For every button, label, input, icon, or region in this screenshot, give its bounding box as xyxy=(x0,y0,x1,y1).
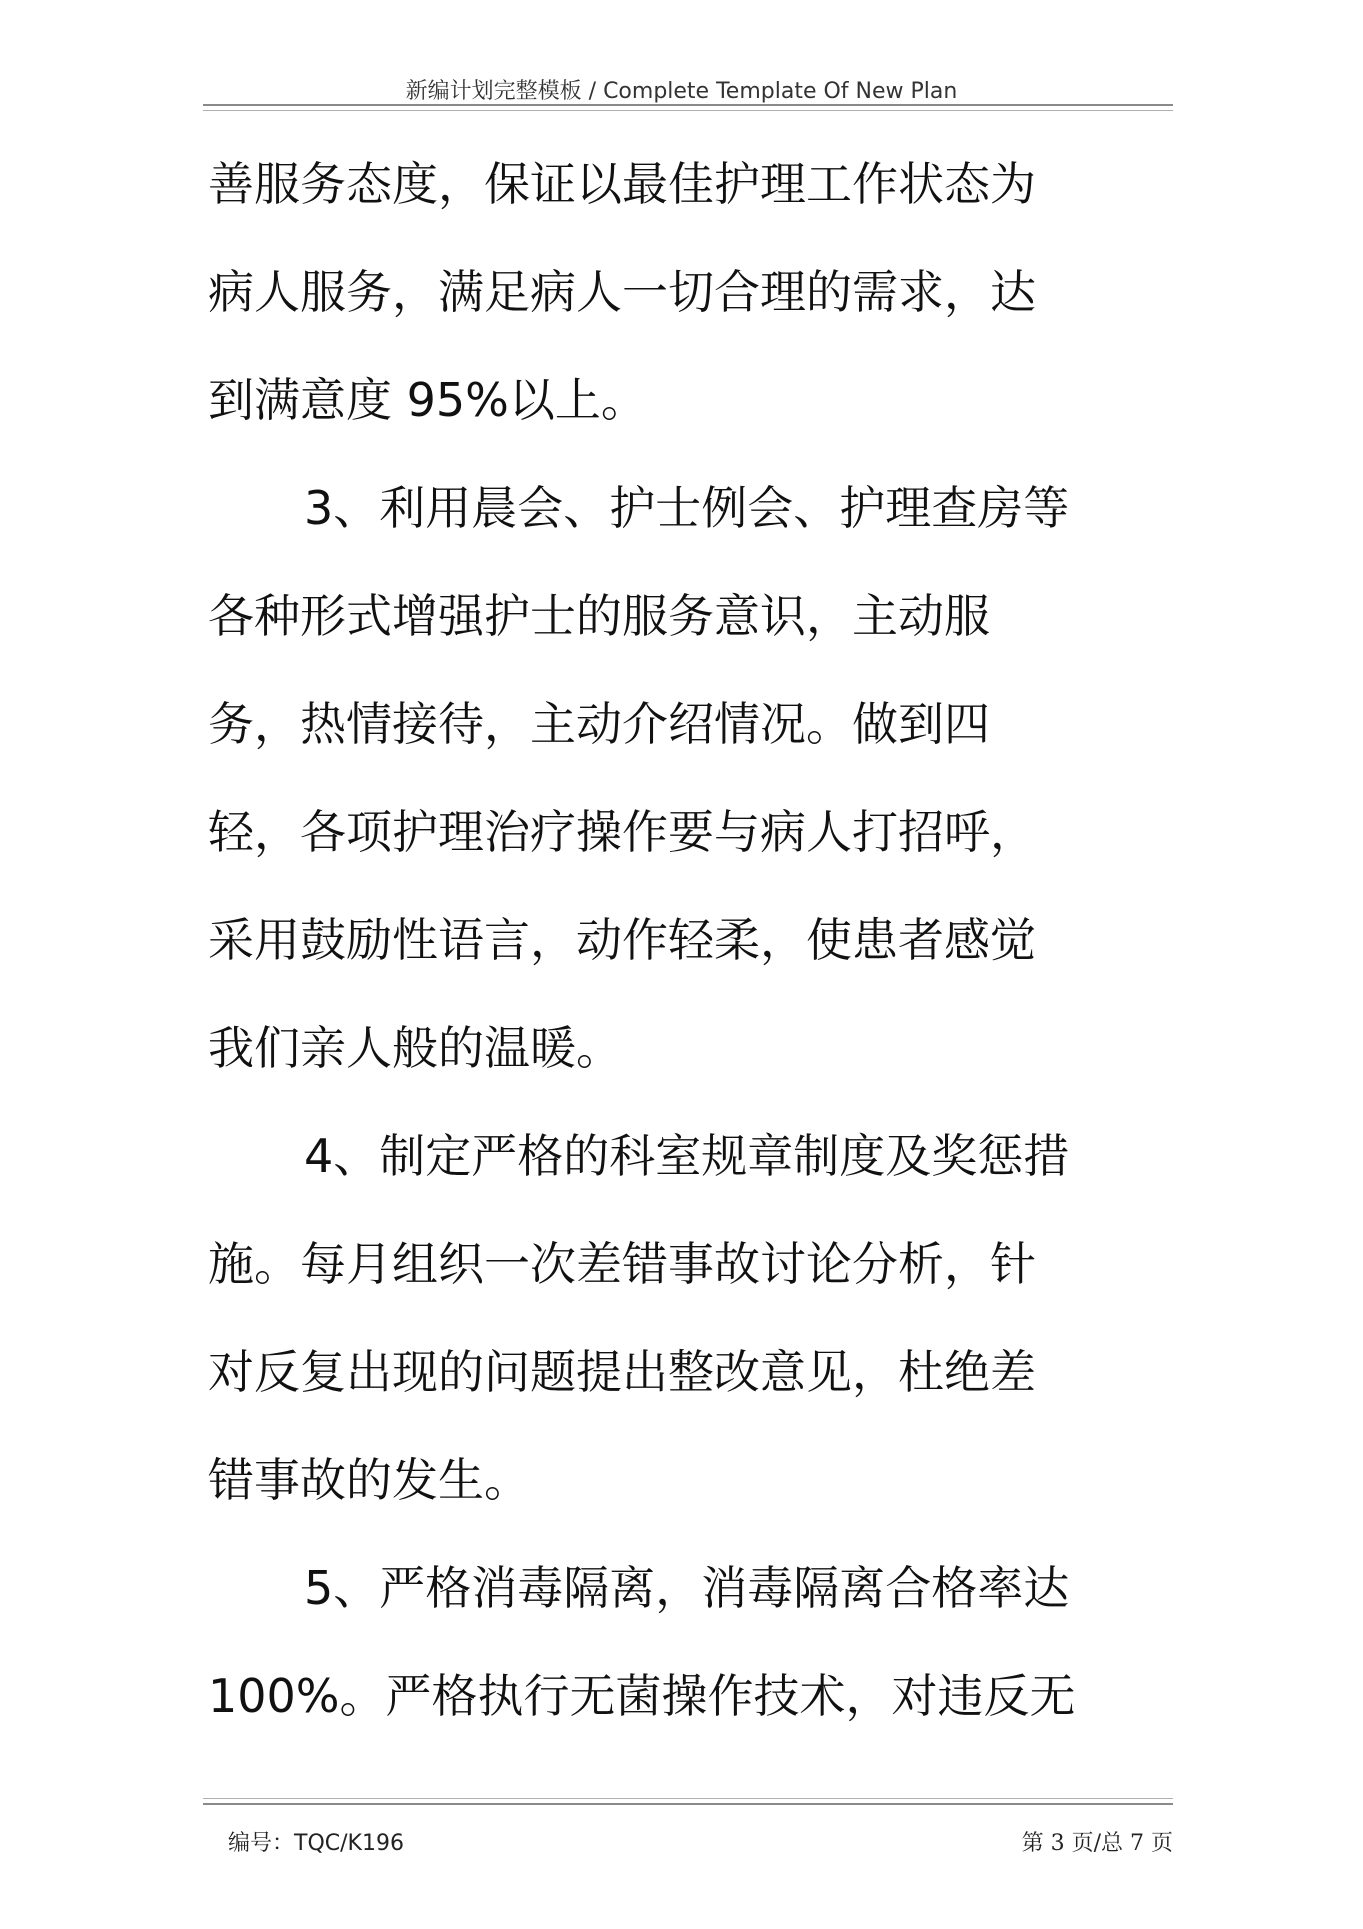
body-line: 5、严格消毒隔离，消毒隔离合格率达 xyxy=(304,1561,1070,1615)
document-body xyxy=(208,130,1168,1750)
body-line: 到满意度 95%以上。 xyxy=(208,373,647,427)
body-line: 我们亲人般的温暖。 xyxy=(208,1021,622,1075)
page-number: 第 3 页/总 7 页 xyxy=(1021,1831,1173,1856)
body-line: 施。每月组织一次差错事故讨论分析，针 xyxy=(208,1237,1036,1291)
body-line: 对反复出现的问题提出整改意见，杜绝差 xyxy=(208,1345,1036,1399)
body-line: 100%。严格执行无菌操作技术，对违反无 xyxy=(208,1669,1076,1723)
body-line: 4、制定严格的科室规章制度及奖惩措 xyxy=(304,1129,1070,1183)
header-rule xyxy=(203,104,1173,106)
body-line: 病人服务，满足病人一切合理的需求，达 xyxy=(208,265,1036,319)
document-code: 编号：TQC/K196 xyxy=(228,1831,404,1856)
body-line: 轻，各项护理治疗操作要与病人打招呼， xyxy=(208,805,1036,859)
body-line: 错事故的发生。 xyxy=(208,1453,530,1507)
body-line: 3、利用晨会、护士例会、护理查房等 xyxy=(304,481,1070,535)
page-header-title: 新编计划完整模板 / Complete Template Of New Plan xyxy=(405,79,958,104)
body-line: 各种形式增强护士的服务意识，主动服 xyxy=(208,589,990,643)
footer-rule xyxy=(203,1803,1173,1805)
body-line: 采用鼓励性语言，动作轻柔，使患者感觉 xyxy=(208,913,1036,967)
header-rule-thin xyxy=(203,110,1173,111)
body-line: 善服务态度，保证以最佳护理工作状态为 xyxy=(208,157,1036,211)
body-line: 务，热情接待，主动介绍情况。做到四 xyxy=(208,697,990,751)
footer-rule-thin xyxy=(203,1798,1173,1799)
